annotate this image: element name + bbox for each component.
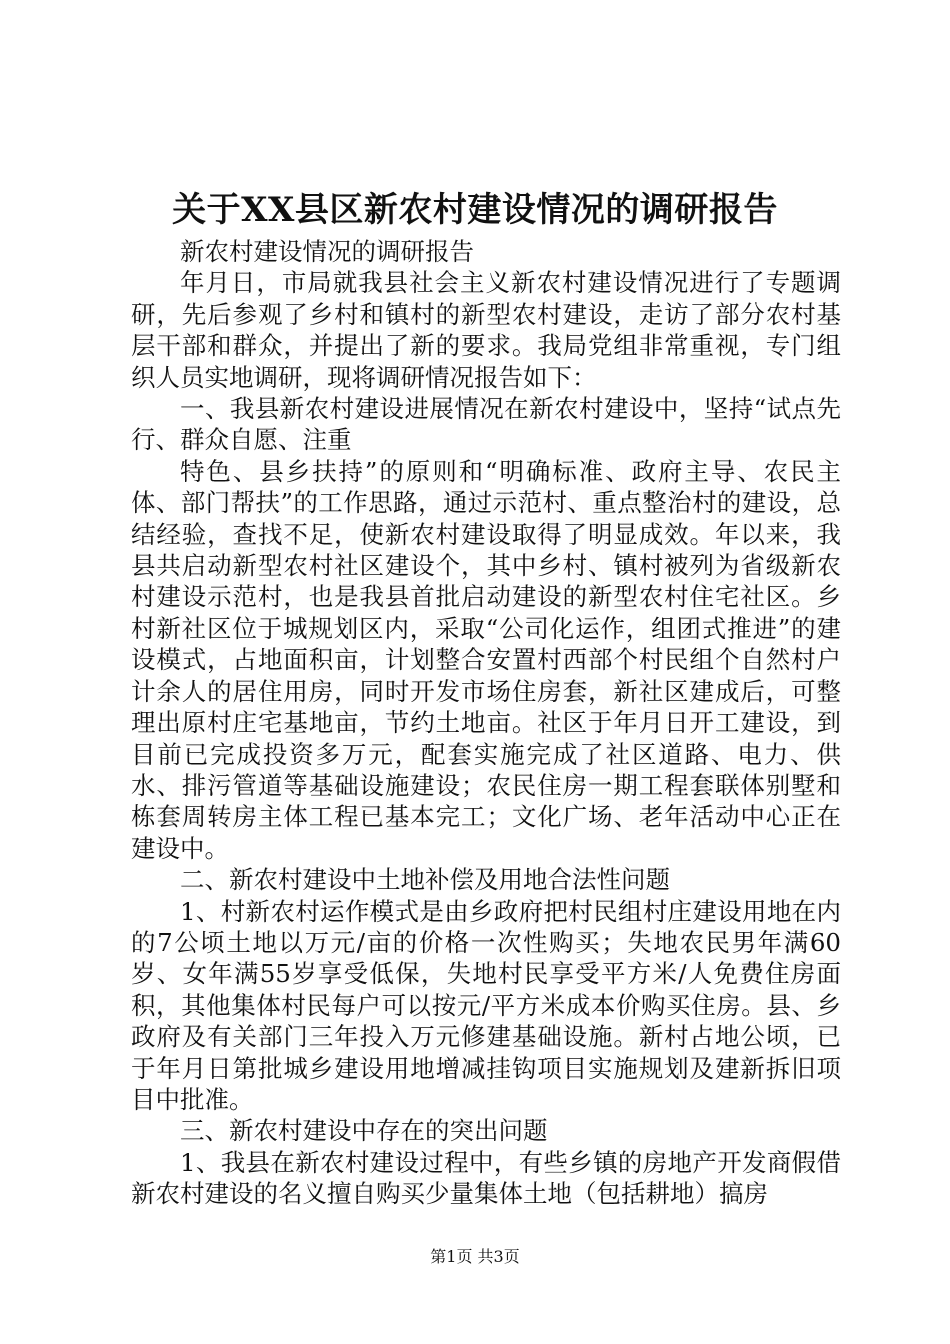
paragraph-land-compensation: 1、村新农村运作模式是由乡政府把村民组村庄建设用地在内的7公顷土地以万元/亩的价格一次性购买；失地农民男年满60岁、女年满55岁享受低保，失地村民享受平方米/人免费住房面积，其他集体村民每户可以按元/平方米成本价购买住房。县、乡政府及有关部门三年投入万元修建基础设施。新村占地公顷，已于年月日第批城乡建设用地增减挂钩项目实施规划及建新拆旧项目中批准。: [131, 896, 841, 1114]
document-subtitle: 新农村建设情况的调研报告: [180, 237, 474, 266]
paragraph-progress: 特色、县乡扶持”的原则和“明确标准、政府主导、农民主体、部门帮扶”的工作思路，通过示范村、重点整治村的建设，总结经验，查找不足，使新农村建设取得了明显成效。年以来，我县共启动新型农村社区建设个，其中乡村、镇村被列为省级新农村建设示范村，也是我县首批启动建设的新型农村住宅社区。乡村新社区位于城规划区内，采取“公司化运作，组团式推进”的建设模式，占地面积亩，计划整合安置村西部个村民组个自然村户计余人的居住用房，同时开发市场住房套，新社区建成后，可整理出原村庄宅基地亩，节约土地亩。社区于年月日开工建设，到目前已完成投资多万元，配套实施完成了社区道路、电力、供水、排污管道等基础设施建设；农民住房一期工程套联体别墅和栋套周转房主体工程已基本完工；文化广场、老年活动中心正在建设中。: [131, 456, 841, 863]
paragraph-intro: 年月日，市局就我县社会主义新农村建设情况进行了专题调研，先后参观了乡村和镇村的新型农村建设，走访了部分农村基层干部和群众，并提出了新的要求。我局党组非常重视，专门组织人员实地调研，现将调研情况报告如下：: [131, 268, 841, 392]
section-heading-3: 三、新农村建设中存在的突出问题: [180, 1116, 548, 1146]
document-body: [131, 236, 841, 1210]
page-footer: 第1页 共3页: [430, 1247, 520, 1266]
document-title: 关于XX县区新农村建设情况的调研报告: [172, 190, 778, 230]
paragraph-problems: 1、我县在新农村建设过程中，有些乡镇的房地产开发商假借新农村建设的名义擅自购买少量集体土地（包括耕地）搞房: [131, 1147, 841, 1209]
section-heading-2: 二、新农村建设中土地补偿及用地合法性问题: [180, 865, 670, 895]
section-heading-1: 一、我县新农村建设进展情况在新农村建设中，坚持“试点先行、群众自愿、注重: [131, 394, 841, 455]
